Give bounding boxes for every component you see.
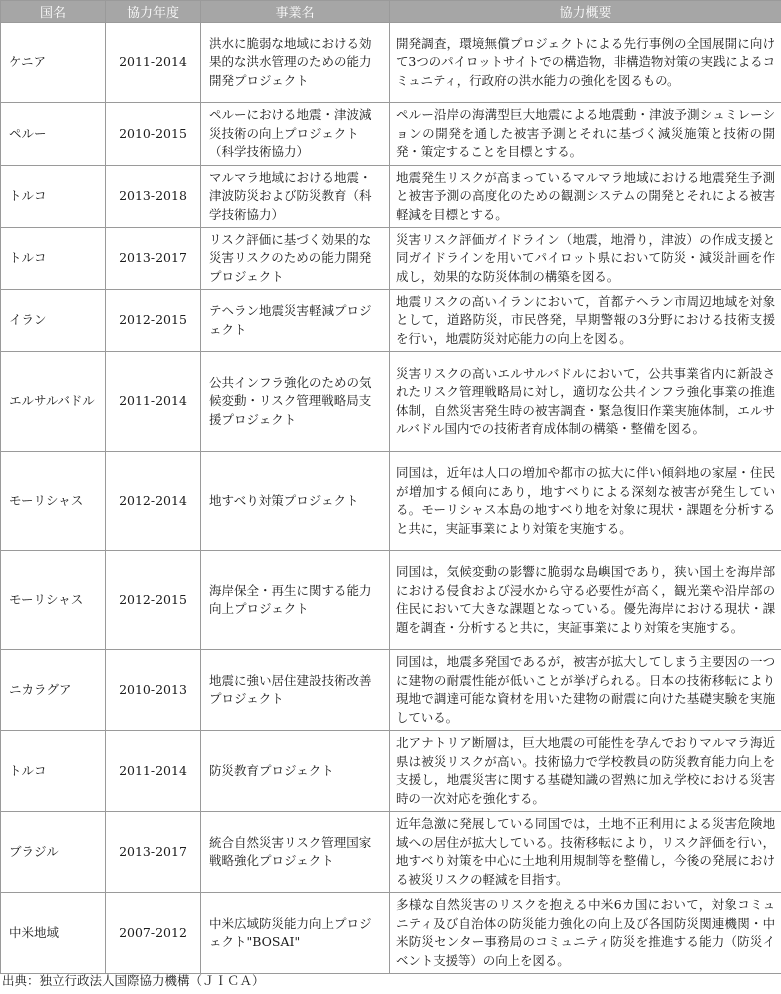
table-row [1,650,781,731]
table-row [1,166,781,228]
project-name-cell: 洪水に脆弱な地域における効果的な洪水管理のための能力開発プロジェクト [201,23,390,103]
country-cell: モーリシャス [1,551,106,650]
year-cell: 2012-2014 [106,452,201,551]
project-name-cell: マルマラ地域における地震・津波防災および防災教育（科学技術協力） [201,166,390,228]
table-row [1,103,781,166]
country-cell: モーリシャス [1,452,106,551]
country-cell: エルサルバドル [1,352,106,452]
year-cell: 2013-2017 [106,228,201,290]
table-row [1,551,781,650]
source-note: 出典：独立行政法人国際協力機構（ＪＩＣＡ） [2,973,265,988]
table-row [1,452,781,551]
project-name-cell: 地すべり対策プロジェクト [201,452,390,551]
project-name-cell: 統合自然災害リスク管理国家戦略強化プロジェクト [201,812,390,893]
year-cell: 2010-2013 [106,650,201,731]
summary-cell: 災害リスク評価ガイドライン（地震，地滑り，津波）の作成支援と同ガイドラインを用いてパイロット県において防災・減災計画を作成し，効果的な防災体制の構築を図る。 [390,228,781,290]
summary-cell: 災害リスクの高いエルサルバドルにおいて，公共事業省内に新設されたリスク管理戦略局に対し，適切な公共インフラ強化事業の推進体制，自然災害発生時の被害調査・緊急復旧作業実施体制，エルサルバドル国内での技術者育成体制の構築・整備を図る。 [390,352,781,452]
country-cell: 中米地域 [1,893,106,974]
project-name-cell: 防災教育プロジェクト [201,731,390,812]
year-cell: 2013-2017 [106,812,201,893]
year-cell: 2011-2014 [106,352,201,452]
table-row [1,228,781,290]
summary-cell: 北アナトリア断層は，巨大地震の可能性を孕んでおりマルマラ海近県は被災リスクが高い。技術協力で学校教員の防災教育能力向上を支援し，地震災害に関する基礎知識の習熟に加え学校における災害時の一次対応を強化する。 [390,731,781,812]
summary-cell: 同国は，近年は人口の増加や都市の拡大に伴い傾斜地の家屋・住民が増加する傾向にあり，地すべりによる深刻な被害が発生している。モーリシャス本島の地すべり地を対象に現状・課題を分析すると共に，実証事業により対策を実施する。 [390,452,781,551]
year-cell: 2007-2012 [106,893,201,974]
country-cell: イラン [1,290,106,352]
country-cell: ケニア [1,23,106,103]
project-name-cell: 海岸保全・再生に関する能力向上プロジェクト [201,551,390,650]
year-cell: 2010-2015 [106,103,201,166]
country-cell: トルコ [1,228,106,290]
table-row [1,893,781,974]
header-year: 協力年度 [106,1,201,23]
country-cell: ペルー [1,103,106,166]
summary-cell: 近年急激に発展している同国では，土地不正利用による災害危険地域への居住が拡大している。技術移転により，リスク評価を行い，地すべり対策を中心に土地利用規制等を整備し，今後の発展における被災リスクの軽減を目指す。 [390,812,781,893]
summary-cell: 同国は，気候変動の影響に脆弱な島嶼国であり，狭い国土を海岸部における侵食および浸水から守る必要性が高く，観光業や沿岸部の住民において大きな課題となっている。優先海岸における現状・課題を調査・分析すると共に，実証事業により対策を実施する。 [390,551,781,650]
country-cell: トルコ [1,731,106,812]
summary-cell: ペルー沿岸の海溝型巨大地震による地震動・津波予測シュミレーションの開発を通した被害予測とそれに基づく減災施策と技術の開発・策定することを目標とする。 [390,103,781,166]
header-country: 国名 [1,1,106,23]
summary-cell: 同国は，地震多発国であるが，被害が拡大してしまう主要因の一つに建物の耐震性能が低いことが挙げられる。日本の技術移転により現地で調達可能な資材を用いた建物の耐震に向けた基礎実験を実施している。 [390,650,781,731]
summary-cell: 地震発生リスクが高まっているマルマラ地域における地震発生予測と被害予測の高度化のための観測システムの開発とそれによる被害軽減を目標とする。 [390,166,781,228]
table-row [1,290,781,352]
year-cell: 2012-2015 [106,290,201,352]
project-name-cell: 公共インフラ強化のための気候変動・リスク管理戦略局支援プロジェクト [201,352,390,452]
project-name-cell: 地震に強い居住建設技術改善プロジェクト [201,650,390,731]
summary-cell: 多様な自然災害のリスクを抱える中米6カ国において，対象コミュニティ及び自治体の防災能力強化の向上及び各国防災関連機関・中米防災センター事務局のコミュニティ防災を推進する能力（防災イベント支援等）の向上を図る。 [390,893,781,974]
project-name-cell: リスク評価に基づく効果的な災害リスクのための能力開発プロジェクト [201,228,390,290]
table-row [1,812,781,893]
project-name-cell: 中米広域防災能力向上プロジェクト"BOSAI" [201,893,390,974]
country-cell: ニカラグア [1,650,106,731]
summary-cell: 開発調査，環境無償プロジェクトによる先行事例の全国展開に向けて3つのパイロットサイトでの構造物，非構造物対策の実践によるコミュニティ，行政府の洪水能力の強化を図るもの。 [390,23,781,103]
table-row [1,731,781,812]
year-cell: 2011-2014 [106,23,201,103]
header-summary: 協力概要 [390,1,781,23]
year-cell: 2012-2015 [106,551,201,650]
country-cell: トルコ [1,166,106,228]
year-cell: 2011-2014 [106,731,201,812]
project-name-cell: ペルーにおける地震・津波減災技術の向上プロジェクト（科学技術協力） [201,103,390,166]
header-row [1,1,781,23]
country-cell: ブラジル [1,812,106,893]
header-project-name: 事業名 [201,1,390,23]
table-row [1,23,781,103]
table-row [1,352,781,452]
year-cell: 2013-2018 [106,166,201,228]
summary-cell: 地震リスクの高いイランにおいて，首都テヘラン市周辺地域を対象として，道路防災，市民啓発，早期警報の3分野における技術支援を行い，地震防災対応能力の向上を図る。 [390,290,781,352]
project-name-cell: テヘラン地震災害軽減プロジェクト [201,290,390,352]
